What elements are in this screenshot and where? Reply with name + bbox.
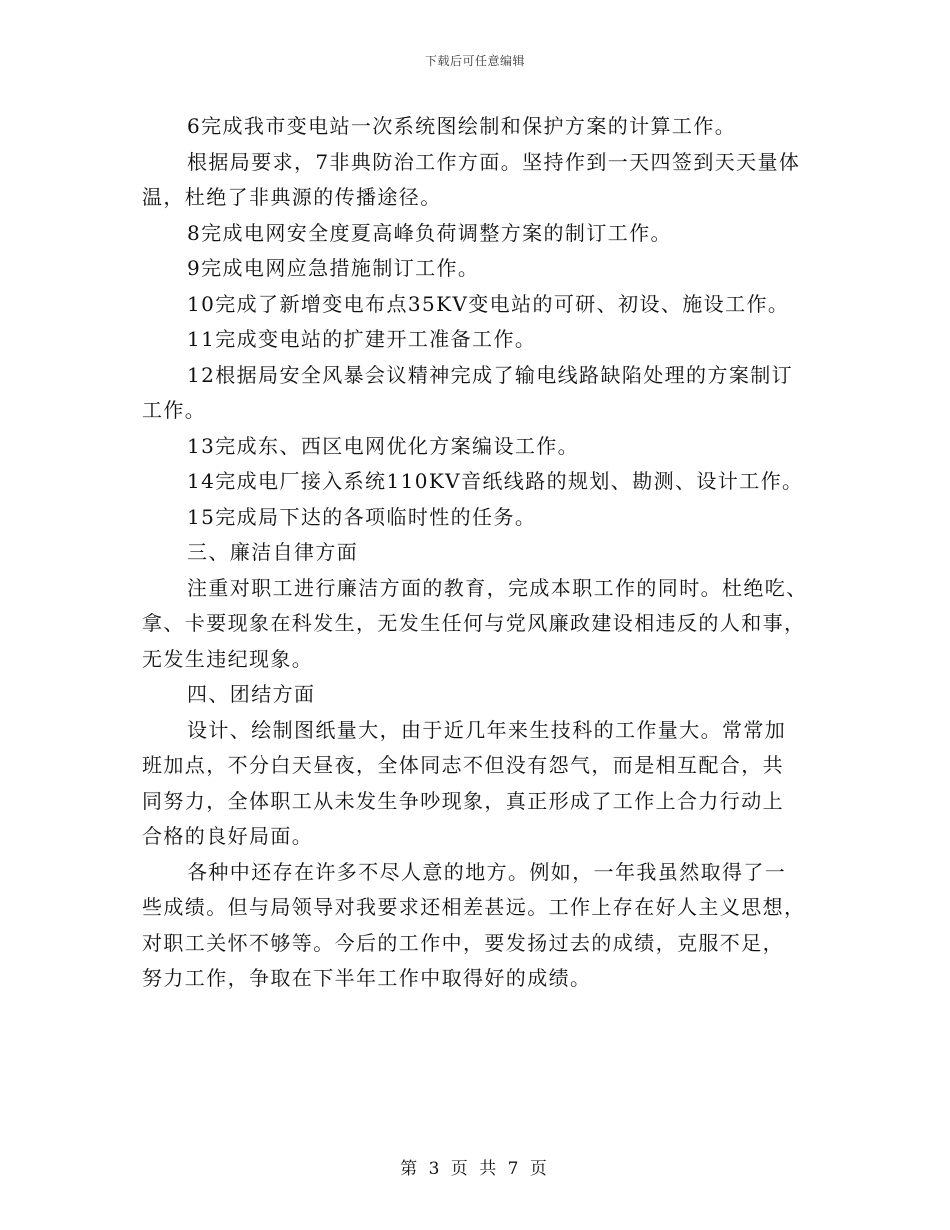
text-line: 注重对职工进行廉洁方面的教育，完成本职工作的同时。杜绝吃、: [187, 575, 808, 600]
text-line: 三、廉洁自律方面: [187, 540, 359, 564]
body-text: [142, 109, 814, 997]
page-header: 下载后可任意编辑: [424, 54, 525, 68]
text-line: 14完成电厂接入系统110KV音纸线路的规划、勘测、设计工作。: [187, 469, 804, 493]
text-line: 同努力，全体职工从未发生争吵现象，真正形成了工作上合力行动上: [142, 788, 784, 813]
text-line: 10完成了新增变电布点35KV变电站的可研、初设、施设工作。: [187, 291, 790, 316]
text-line: 15完成局下达的各项临时性的任务。: [187, 504, 537, 529]
text-line: 班加点，不分白天昼夜，全体同志不但没有怨气，而是相互配合，共: [142, 753, 784, 777]
text-line: 设计、绘制图纸量大，由于近几年来生技科的工作量大。常常加: [187, 717, 787, 742]
page-footer: 第 3 页 共 7 页: [400, 1159, 550, 1179]
text-line: 努力工作，争取在下半年工作中取得好的成绩。: [142, 966, 592, 990]
text-line: 对职工关怀不够等。今后的工作中，要发扬过去的成绩，克服不足，: [142, 930, 784, 955]
text-line: 6完成我市变电站一次系统图绘制和保护方案的计算工作。: [187, 114, 737, 138]
text-line: 8完成电网安全度夏高峰负荷调整方案的制订工作。: [187, 220, 672, 245]
text-line: 拿、卡要现象在科发生，无发生任何与党风廉政建设相违反的人和事，: [142, 611, 806, 635]
text-line: 根据局要求，7非典防治工作方面。坚持作到一天四签到天天量体: [187, 149, 801, 174]
text-line: 12根据局安全风暴会议精神完成了输电线路缺陷处理的方案制订: [187, 362, 794, 387]
text-line: 工作。: [142, 398, 207, 422]
text-line: 9完成电网应急措施制订工作。: [187, 256, 480, 280]
text-line: 各种中还存在许多不尽人意的地方。例如，一年我虽然取得了一: [187, 859, 787, 884]
text-line: 无发生违纪现象。: [142, 646, 314, 671]
text-line: 11完成变电站的扩建开工准备工作。: [187, 327, 537, 351]
text-line: 四、团结方面: [187, 682, 316, 706]
text-line: 13完成东、西区电网优化方案编设工作。: [187, 433, 580, 458]
text-line: 些成绩。但与局领导对我要求还相差甚远。工作上存在好人主义思想，: [142, 895, 806, 919]
text-line: 温，杜绝了非典源的传播途径。: [142, 185, 442, 209]
text-line: 合格的良好局面。: [142, 824, 314, 848]
